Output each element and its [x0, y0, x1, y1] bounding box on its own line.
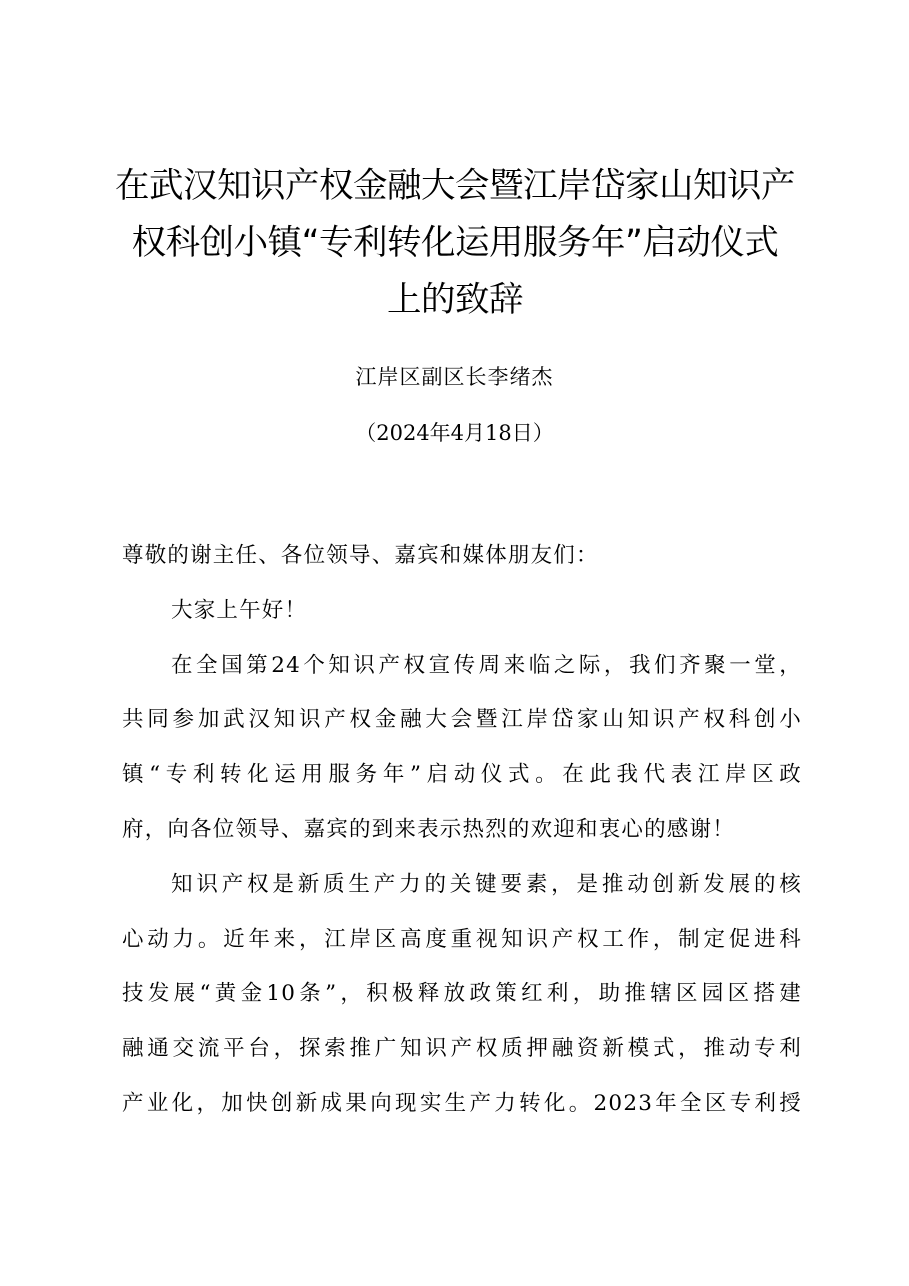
- paragraph-line: 镇“专利转化运用服务年”启动仪式。在此我代表江岸区政: [122, 762, 802, 788]
- greeting-line: 大家上午好！: [171, 597, 308, 623]
- paragraph-line: 心动力。近年来，江岸区高度重视知识产权工作，制定促进科: [122, 926, 802, 952]
- paragraph-line: 共同参加武汉知识产权金融大会暨江岸岱家山知识产权科创小: [122, 707, 802, 733]
- paragraph-line: 在全国第24个知识产权宣传周来临之际，我们齐聚一堂，: [171, 652, 802, 678]
- author-byline: 江岸区副区长李绪杰: [355, 365, 554, 389]
- paragraph-line: 技发展“黄金10条”，积极释放政策红利，助推辖区园区搭建: [122, 981, 802, 1007]
- speech-date: （2024年4月18日）: [355, 421, 554, 445]
- paragraph-line: 府，向各位领导、嘉宾的到来表示热烈的欢迎和衷心的感谢！: [122, 816, 735, 842]
- title-line: 上的致辞: [387, 280, 523, 320]
- speech-body: [122, 529, 802, 1132]
- paragraph-line: 融通交流平台，探索推广知识产权质押融资新模式，推动专利: [122, 1036, 802, 1062]
- title-line: 在武汉知识产权金融大会暨江岸岱家山知识产: [115, 166, 795, 206]
- salutation-line: 尊敬的谢主任、各位领导、嘉宾和媒体朋友们：: [122, 543, 599, 568]
- title-line: 权科创小镇“专利转化运用服务年”启动仪式: [131, 223, 779, 263]
- paragraph-line: 知识产权是新质生产力的关键要素，是推动创新发展的核: [171, 871, 802, 897]
- speech-title: [110, 158, 800, 329]
- paragraph-line: 产业化，加快创新成果向现实生产力转化。2023年全区专利授: [122, 1090, 802, 1116]
